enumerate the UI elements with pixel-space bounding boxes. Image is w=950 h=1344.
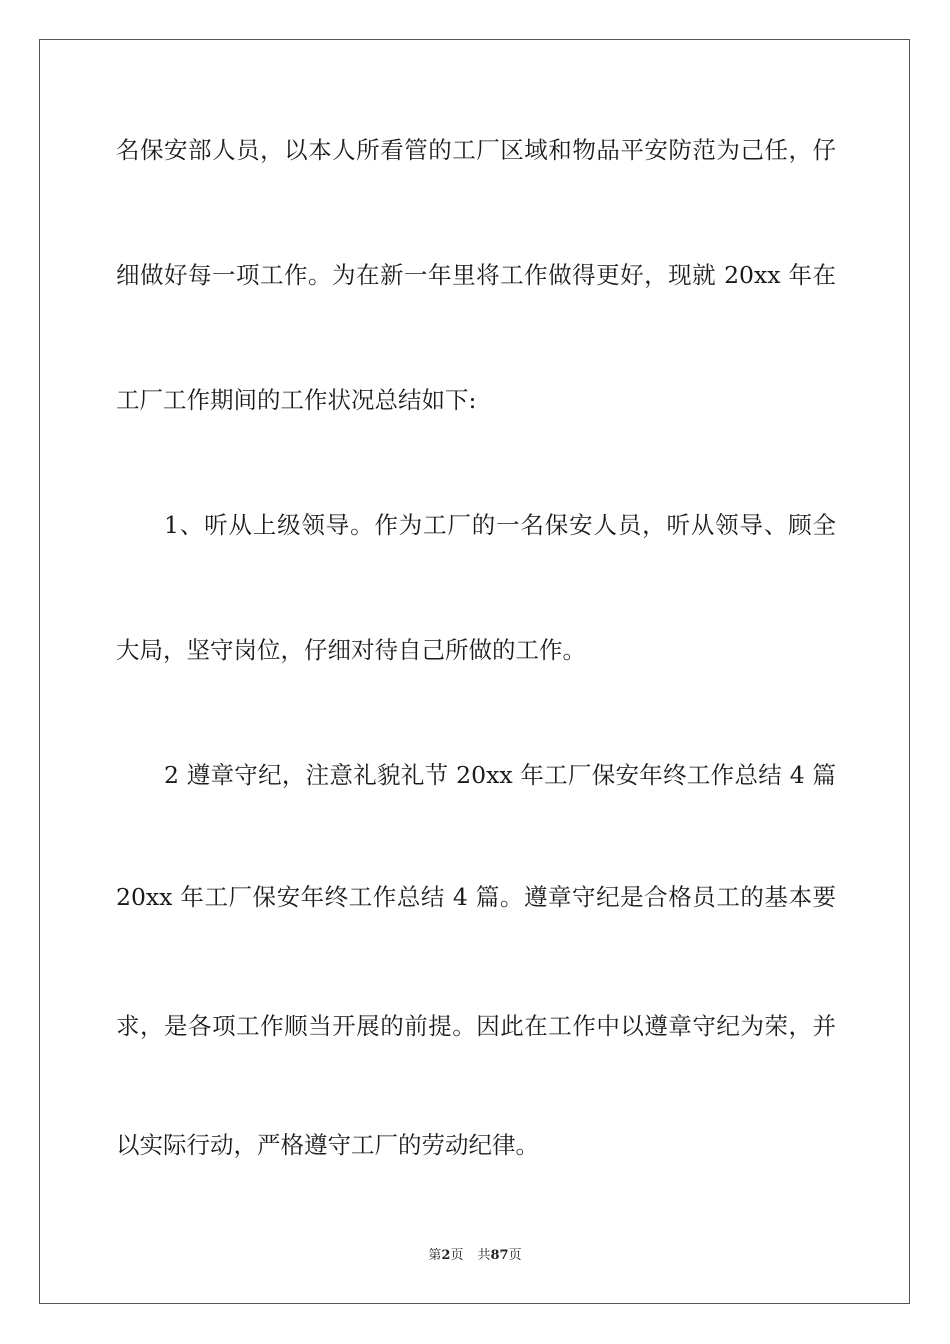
paragraph-line-8: 求，是各项工作顺当开展的前提。因此在工作中以遵章守纪为荣，并	[116, 1012, 836, 1040]
paragraph-line-3: 工厂工作期间的工作状况总结如下:	[116, 386, 477, 414]
paragraph-line-6: 2 遵章守纪，注意礼貌礼节 20xx 年工厂保安年终工作总结 4 篇	[164, 761, 836, 789]
total-label-suffix: 页	[508, 1248, 522, 1263]
paragraph-line-7: 20xx 年工厂保安年终工作总结 4 篇。遵章守纪是合格员工的基本要	[116, 883, 836, 911]
total-label-prefix: 共	[477, 1248, 491, 1263]
page-number: 2	[441, 1248, 451, 1263]
paragraph-line-9: 以实际行动，严格遵守工厂的劳动纪律。	[116, 1131, 539, 1159]
page-label-suffix: 页	[450, 1248, 464, 1263]
paragraph-line-4: 1、听从上级领导。作为工厂的一名保安人员，听从领导、顾全	[164, 511, 836, 539]
paragraph-line-1: 名保安部人员，以本人所看管的工厂区域和物品平安防范为己任，仔	[116, 136, 836, 164]
total-pages: 87	[490, 1248, 509, 1263]
paragraph-line-2: 细做好每一项工作。为在新一年里将工作做得更好，现就 20xx 年在	[116, 261, 836, 289]
page-footer	[0, 1247, 950, 1265]
paragraph-line-5: 大局，坚守岗位，仔细对待自己所做的工作。	[116, 636, 586, 664]
page-border	[39, 39, 910, 1304]
page-label-prefix: 第	[428, 1248, 442, 1263]
